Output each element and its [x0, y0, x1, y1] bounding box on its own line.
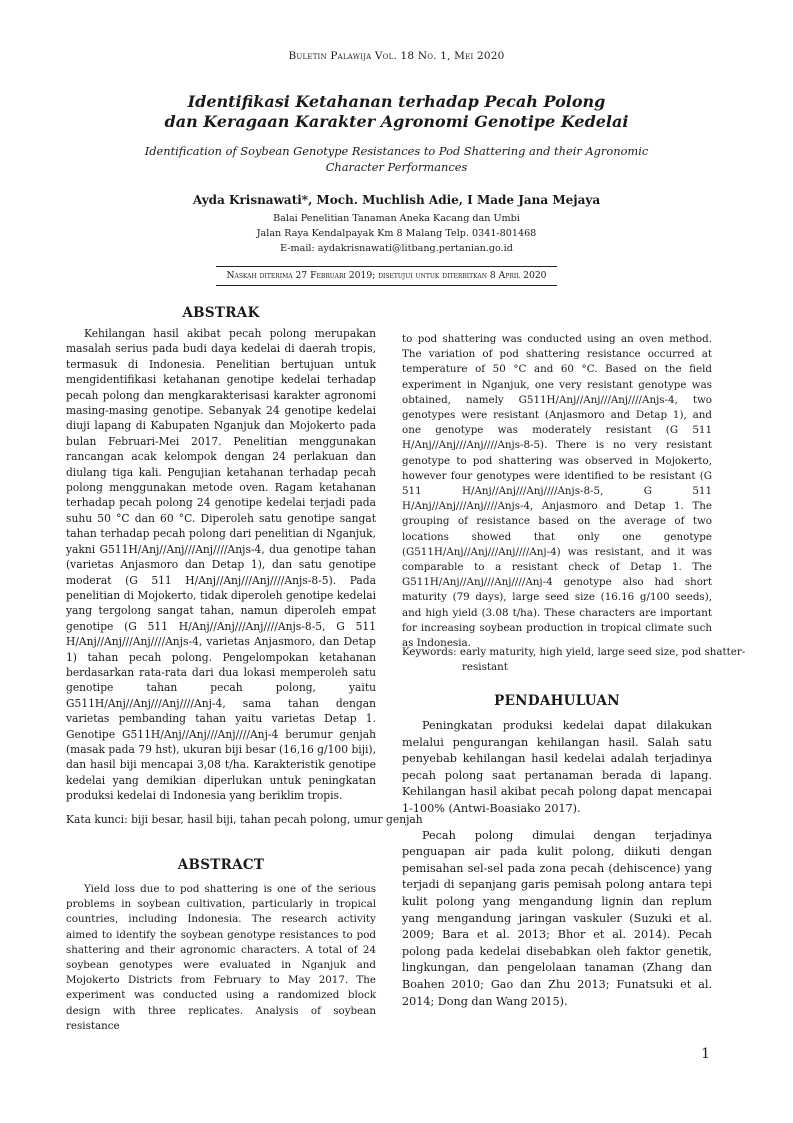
abstract-paragraph-part2: to pod shattering was conducted using an oven method. The variation of pod shattering resistance occurred at temperature of 50 °C and 60 °C. Based on the field experiment in Nganjuk, one very resistant genotype was obtained, namely G511H/Anj//Anj///Anj////Anjs-4, two genotypes were resistant (Anjasmoro and Detap 1), and one genotype was moderately resistant (G 511 H/Anj//Anj///Anj////Anjs-8-5). There is no very resistant genotype to pod shattering was observed in Mojokerto, however four genotypes were identified to be resistant (G 511 H/Anj//Anj///Anj////Anjs-8-5, G 511 H/Anj//Anj///Anj////Anjs-4, Anjasmoro and Detap 1. The grouping of resistance based on the average of two locations showed that only one genotype (G511H/Anj//Anj///Anj////Anj-4) was resistant, and it was comparable to a resistant check of Detap 1. The G511H/Anj//Anj///Anj////Anj-4 genotype also had short maturity (79 days), large seed size (16.16 g/100 seeds), and high yield (3.08 t/ha). These characters are important for increasing soybean production in tropical climate such as Indonesia. — [402, 333, 712, 650]
abstract-heading: ABSTRACT — [177, 857, 265, 873]
authors: Ayda Krisnawati*, Moch. Muchlish Adie, I Made Jana Mejaya — [192, 193, 601, 207]
pendahuluan-paragraph-1: Peningkatan produksi kedelai dapat dilakukan melalui pengurangan kehilangan hasil. Salah satu penyebab kehilangan hasil kedelai adalah terjadinya pecah polong saat pertanaman berada di lapang. Kehilangan hasil akibat pecah polong dapat mencapai 1-100% (Antwi-Boasiako 2017). — [402, 719, 712, 815]
received-date-line: Naskah diterima 27 Februari 2019; disetujui untuk diterbitkan 8 April 2020 — [226, 270, 547, 281]
title-line-1: Identifikasi Ketahanan terhadap Pecah Polong — [187, 92, 606, 111]
affiliation-institution: Balai Penelitian Tanaman Aneka Kacang dan Umbi — [273, 213, 520, 224]
english-title: Identification of Soybean Genotype Resistances to Pod Shattering and their Agronomic Character Performances — [144, 144, 649, 174]
pendahuluan-paragraph-2: Pecah polong dimulai dengan terjadinya penguapan air pada kulit polong, diikuti dengan pemisahan sel-sel pada zona pecah (dehiscence) yang terjadi di sepanjang garis pemisah polong antara tepi kulit polong yang mengandung lignin dan replum yang mengandung jaringan vaskuler (Suzuki et al. 2009; Bara et al. 2013; Bhor et al. 2014). Pecah polong pada kedelai disebabkan oleh faktor genetik, lingkungan, dan pengelolaan tanaman (Zhang dan Boahen 2010; Gao dan Zhu 2013; Funatsuki et al. 2014; Dong dan Wang 2015). — [402, 828, 712, 1008]
article-title — [100, 92, 693, 132]
title-line-2: dan Keragaan Karakter Agronomi Genotipe Kedelai — [164, 112, 629, 131]
abstract-body-col2 — [402, 332, 712, 651]
abstract-paragraph-part1: Yield loss due to pod shattering is one of the serious problems in soybean cultivation, particularly in tropical countries, including Indonesia. The research activity aimed to identify the soybean genotype resistances to pod shattering and their agronomic characters. A total of 24 soybean genotypes were evaluated in Nganjuk and Mojokerto Districts from February to May 2017. The experiment was conducted using a randomized block design with three replicates. Analysis of soybean resistance — [66, 883, 376, 1032]
abstrak-body — [66, 326, 376, 804]
page-number: 1 — [701, 1046, 710, 1062]
keywords: Keywords: early maturity, high yield, large seed size, pod shatter-resistant — [402, 646, 746, 673]
kata-kunci: Kata kunci: biji besar, hasil biji, tahan pecah polong, umur genjah — [66, 813, 423, 826]
affiliation-email: E-mail: aydakrisnawati@litbang.pertanian.go.id — [280, 243, 513, 254]
pendahuluan-body — [402, 718, 712, 1020]
pendahuluan-heading: PENDAHULUAN — [494, 693, 620, 709]
affiliation-address: Jalan Raya Kendalpayak Km 8 Malang Telp. 0341-801468 — [256, 228, 537, 239]
journal-header: Buletin Palawija Vol. 18 No. 1, Mei 2020 — [288, 50, 505, 62]
abstrak-paragraph: Kehilangan hasil akibat pecah polong merupakan masalah serius pada budi daya kedelai di daerah tropis, termasuk di Indonesia. Penelitian bertujuan untuk mengidentifikasi ketahanan genotipe kedelai terhadap pecah polong dan mengkarakterisasi karakter agronomi masing-masing genotipe. Sebanyak 24 genotipe kedelai diuji lapang di Kabupaten Nganjuk dan Mojokerto pada bulan Februari-Mei 2017. Penelitian menggunakan rancangan acak kelompok dengan 24 perlakuan dan diulang tiga kali. Pengujian ketahanan terhadap pecah polong menggunakan metode oven. Ragam ketahanan terhadap pecah polong 24 genotipe kedelai terjadi pada suhu 50 °C dan 60 °C. Diperoleh satu genotipe sangat tahan terhadap pecah polong dari penelitian di Nganjuk, yakni G511H/Anj//Anj///Anj////Anjs-4, dua genotipe tahan (varietas Anjasmoro dan Detap 1), dan satu genotipe moderat (G 511 H/Anj//Anj///Anj////Anjs-8-5). Pada penelitian di Mojokerto, tidak diperoleh genotipe kedelai yang tergolong sangat tahan, namun diperoleh empat genotipe (G 511 H/Anj//Anj///Anj////Anjs-8-5, G 511 H/Anj//Anj///Anj////Anjs-4, varietas Anjasmoro, dan Detap 1) tahan pecah polong. Pengelompokan ketahanan berdasarkan rata-rata dari dua lokasi memperoleh satu genotipe tahan pecah polong, yaitu G511H/Anj//Anj///Anj////Anj-4, sama tahan dengan varietas pembanding tahan yaitu varietas Detap 1. Genotipe G511H/Anj//Anj///Anj////Anj-4 berumur genjah (masak pada 79 hst), ukuran biji besar (16,16 g/100 biji), dan hasil biji mencapai 3,08 t/ha. Karakteristik genotipe kedelai yang demikian diperlukan untuk peningkatan produksi kedelai di Indonesia yang beriklim tropis. — [66, 327, 376, 803]
divider-top — [216, 266, 557, 267]
divider-bottom — [216, 285, 557, 286]
abstract-body-col1 — [66, 882, 376, 1034]
abstrak-heading: ABSTRAK — [182, 305, 260, 321]
